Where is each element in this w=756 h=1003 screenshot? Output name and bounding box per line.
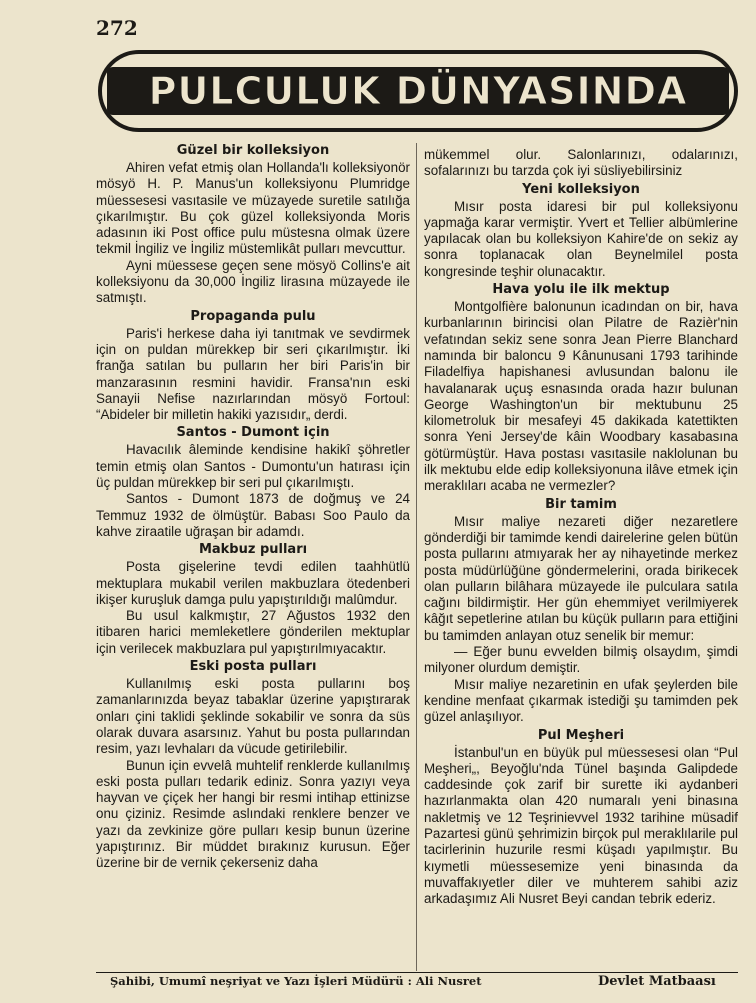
article-heading: Yeni kolleksiyon bbox=[522, 181, 640, 197]
article-paragraph: Ayni müessese geçen sene mösyö Collins'e ait kolleksiyonu da 30,000 İngiliz lirasına müzayede ile satmıştı. bbox=[96, 257, 410, 306]
right-column bbox=[424, 147, 738, 907]
article-heading: Propaganda pulu bbox=[190, 308, 316, 324]
article-paragraph: Bu usul kalkmıştır, 27 Ağustos 1932 den itibaren harici memleketlere gönderilen mektuplar için verilecek makbuzlara pul yapıştırılmıyacaktır. bbox=[96, 608, 410, 656]
article-paragraph: Ahiren vefat etmiş olan Hollanda'lı kolleksiyonör mösyö H. P. Manus'un kolleksiyonu Plumridge müessesesi vasıtasile ve müzayede suretile satılığa çıkarılmıştır. Bu çok güzel kolleksiyonda Moris adasının iki Post office pulu müstesna olmak üzere tekmil İngiliz ve İngiliz müstemlikât pulları mevcuttur. bbox=[96, 160, 410, 257]
footer-rule bbox=[96, 972, 738, 973]
article-paragraph: Santos - Dumont 1873 de doğmuş ve 24 Temmuz 1932 de ölmüştür. Babası Soo Paulo da kahve ziraatile uğraşan bir adamdı. bbox=[96, 491, 410, 539]
article-heading: Hava yolu ile ilk mektup bbox=[492, 282, 670, 298]
article-paragraph: Mısır maliye nezaretinin en ufak şeylerden bile kendine menfaat çıkarmak istediği şu tamimden pek güzel anlaşılıyor. bbox=[424, 676, 738, 725]
left-column bbox=[96, 141, 410, 872]
article-heading: Makbuz pulları bbox=[198, 542, 308, 558]
article-paragraph: İstanbul'un en büyük pul müessesesi olan “Pul Meşheri„, Beyoğlu'nda Tünel başında Galipdede caddesinde çok zarif bir surette iki aydanberi hazırlanmakta olan 420 numaralı yeni binasına nakletmiş ve 12 Teşrinievvel 1932 tarihine müsadif Pazartesi günü şehrimizin birçok pul meraklılarile pul tacirlerinin huzurile resmi küşadı yapılmıştır. Bu kıymetli müessesemize yeni binasında da muvaffakıyetler diler ve muhterem sahibi aziz arkadaşımız Ali Nusret Beyi candan tebrik ederiz. bbox=[424, 744, 738, 907]
article-paragraph: Mısır posta idaresi bir pul kolleksiyonu yapmağa karar vermiştir. Yvert et Tellier albümlerine yapılacak olan bu kolleksiyon Kahire'de on sekiz ay sonra toplanacak olan Beynelmilel posta kongresinde teşhir olunacaktır. bbox=[424, 198, 738, 279]
article-paragraph: Posta gişelerine tevdi edilen taahhütlü mektuplara mukabil verilen makbuzlara ötedenberi ikişer kuruşluk damga pulu yapıştırıldığı malûmdur. bbox=[96, 559, 410, 607]
article-heading: Santos - Dumont için bbox=[176, 425, 330, 441]
article-heading: Pul Meşheri bbox=[537, 727, 625, 743]
banner-title: PULCULUK DÜNYASINDA bbox=[148, 69, 688, 113]
article-paragraph: Havacılık âleminde kendisine hakikî şöhretler temin etmiş olan Santos - Dumontu'un hatırası için üç puldan mürekkep bir seri pul çıkarılmıştı. bbox=[96, 442, 410, 491]
footer-printer: Devlet Matbaası bbox=[598, 974, 716, 989]
article-heading: Güzel bir kolleksiyon bbox=[176, 143, 330, 158]
page-number: 272 bbox=[96, 16, 138, 40]
article-paragraph: mükemmel olur. Salonlarınızı, odalarınızı, sofalarınızı bu tarzda çok iyi süsliyebilirsiniz bbox=[424, 147, 738, 179]
article-heading: Eski posta pulları bbox=[189, 659, 317, 675]
article-paragraph: Kullanılmış eski posta pullarını boş zamanlarınızda beyaz tabaklar üzerine yapıştırarak onları çini taklidi şeklinde sokabilir ve sonra da süs olarak duvara asarsınız. Yahut bu posta pullarından resim, yazı levhaları da vücude getirilebilir. bbox=[96, 676, 410, 757]
article-heading: Bir tamim bbox=[545, 496, 617, 512]
article-paragraph: Mısır maliye nezareti diğer nezaretlere gönderdiği bir tamimde kendi dairelerine gelen bütün posta pullarını atmıyarak her ay nihayetinde merkez posta müdürlüğüne göndermelerini, orada birikecek olan pulların bilâhara müzayede ile pulculara satıla cağını bildirmiştir. Her gün ehemmiyet verilmiyerek kâğıt sepetlerine atılan bu küçük pulların para ettiğini bu tamimden anlayan otuz senelik bir memur: bbox=[424, 513, 738, 643]
article-paragraph: — Eğer bunu evvelden bilmiş olsaydım, şimdi milyoner olurdum demiştir. bbox=[424, 644, 738, 676]
column-divider bbox=[416, 143, 417, 971]
article-paragraph: Paris'i herkese daha iyi tanıtmak ve sevdirmek için on puldan mürekkep bir seri çıkarılmıştır. İki franğa satılan bu pulların her biri Paris'in bir manzarasının resmini havidir. Fransa'nın eski Sanayii Nefise nazırlarından mösyö Fortoul: “Abideler bir milletin hakiki yazısıdır„ derdi. bbox=[96, 325, 410, 423]
banner-inner bbox=[107, 67, 729, 115]
section-banner bbox=[98, 50, 738, 132]
article-paragraph: Bunun için evvelâ muhtelif renklerde kullanılmış eski posta pulları tedarik ediniz. Sonra yazıyı veya hayvan ve çiçek her hangi bir resmi intihap ettinizse onu çiziniz. Resimde aslındaki renklere benzer ve yazı da zevkinize göre pulları kesip bunun üzerine yapıştırınız. Bir müddet bırakınız kurusun. Eğer üzerine bir de vernik çekerseniz daha bbox=[96, 757, 410, 871]
article-paragraph: Montgolfière balonunun icadından on bir, hava kurbanlarının birincisi olan Pilatre de Razièr'nin vefatından sekiz sene sonra Jean Pierre Blanchard namında bir baloncu 9 Kânunusani 1793 tarihinde Filadelfiya hapishanesi avlusundan balonu ile havalanarak uçuş esnasında orada hazır bulunan George Washington'un bir mektubunu 25 kilometroluk bir mesafeyi 45 dakikada katettikten sonra Yeni Jersey'de kâin Woodbary kasabasına götürmüştür. Hava postası vasıtasile naklolunan bu ilk mektubu elde edip kolleksiyonuna ilâve etmek için meraklıları acaba ne vermezler? bbox=[424, 299, 738, 494]
footer-publisher: Şahibi, Umumî neşriyat ve Yazı İşleri Müdürü : Ali Nusret bbox=[110, 974, 482, 988]
